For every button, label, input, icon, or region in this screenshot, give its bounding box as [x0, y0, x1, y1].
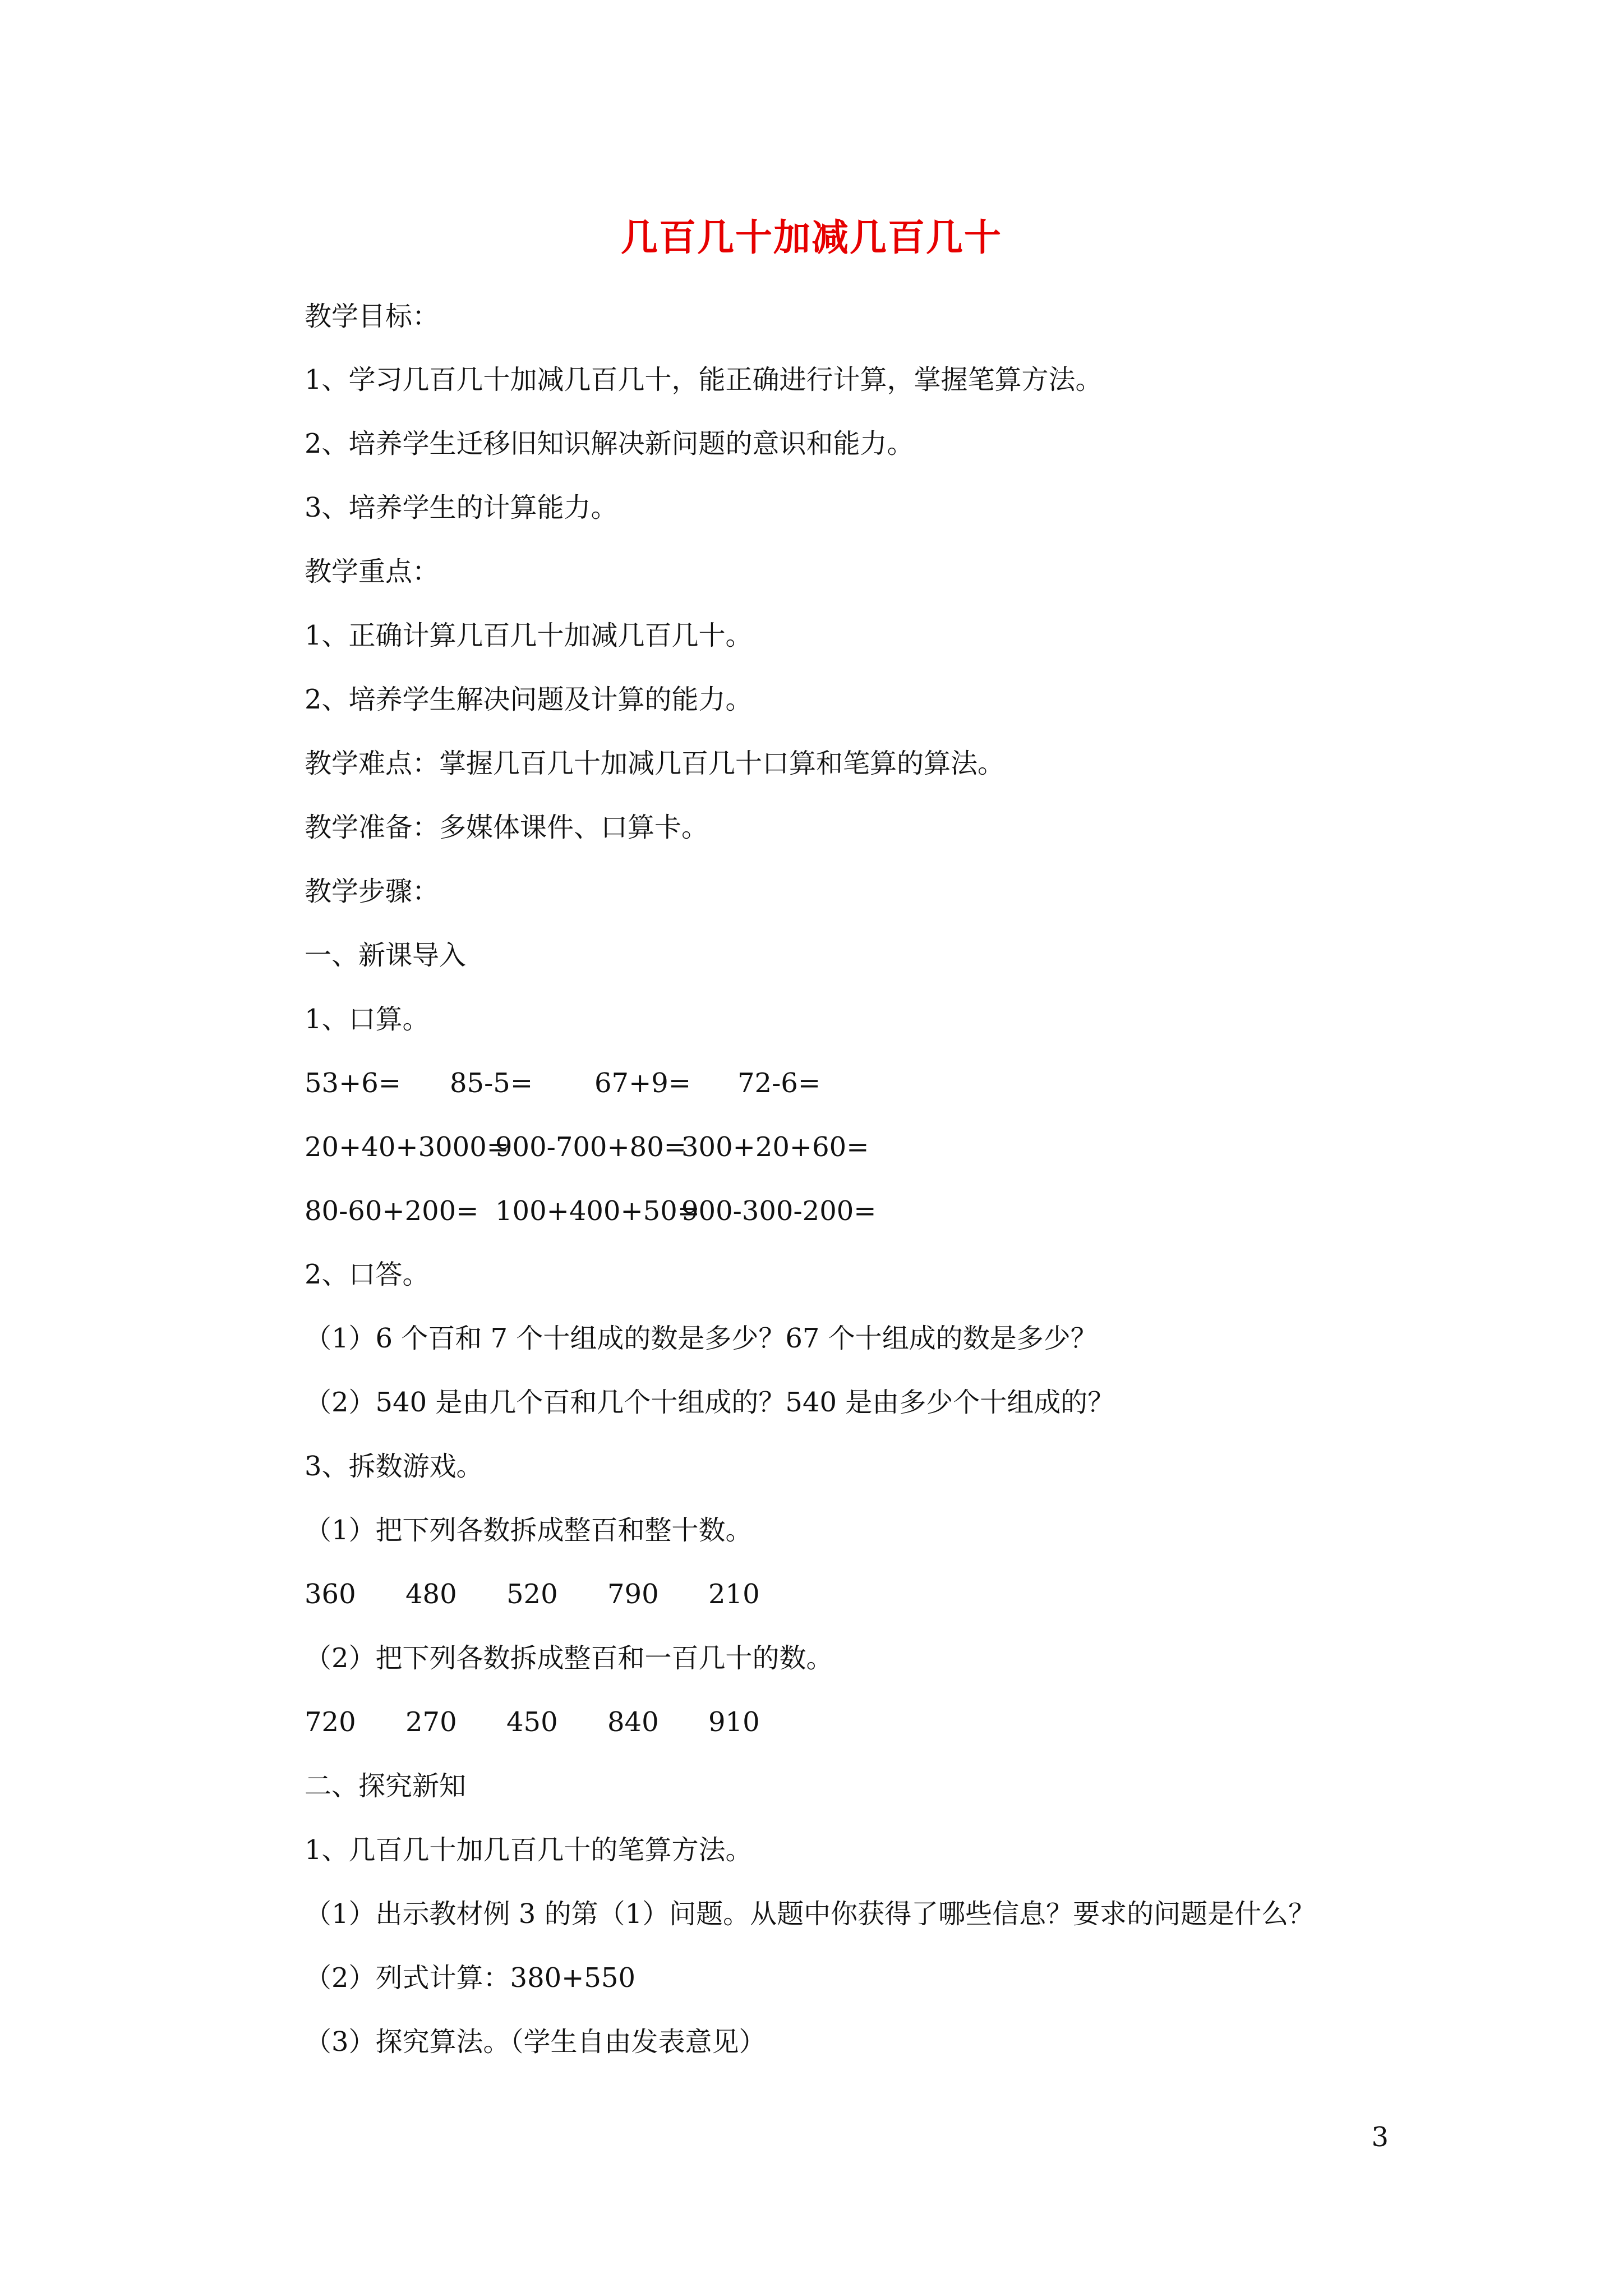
goal-3: 3、培养学生的计算能力。: [305, 492, 618, 523]
calc-expression: 72-6=: [737, 1068, 821, 1099]
difficulty-line: 教学难点：掌握几百几十加减几百几十口算和笔算的算法。: [305, 748, 1005, 779]
page-title: 几百几十加减几百几十: [621, 215, 1002, 259]
preparation-line: 教学准备：多媒体课件、口算卡。: [305, 812, 709, 843]
key-point-1: 1、正确计算几百几十加减几百几十。: [305, 620, 753, 651]
calc-expression: 100+400+50=: [495, 1195, 700, 1227]
calc-expression: 20+40+3000=: [305, 1131, 509, 1163]
calc-expression: 53+6=: [305, 1068, 402, 1099]
calc-expression: 67+9=: [594, 1068, 691, 1099]
number-item: 910: [708, 1706, 760, 1738]
goal-1: 1、学习几百几十加减几百几十，能正确进行计算，掌握笔算方法。: [305, 364, 1103, 395]
method-label: 1、几百几十加几百几十的笔算方法。: [305, 1834, 753, 1866]
question-1: （1）6 个百和 7 个十组成的数是多少？67 个十组成的数是多少？: [305, 1323, 1098, 1354]
number-item: 520: [506, 1579, 558, 1610]
question-2: （2）540 是由几个百和几个十组成的？540 是由多少个十组成的？: [305, 1387, 1115, 1418]
steps-heading: 教学步骤：: [305, 876, 440, 907]
calc-expression: 900-300-200=: [681, 1195, 877, 1227]
split-task-2: （2）把下列各数拆成整百和一百几十的数。: [305, 1642, 833, 1674]
calc-expression: 80-60+200=: [305, 1195, 479, 1227]
number-item: 480: [405, 1579, 457, 1610]
goal-2: 2、培养学生迁移旧知识解决新问题的意识和能力。: [305, 428, 914, 459]
section-heading-2: 二、探究新知: [305, 1770, 467, 1802]
key-point-2: 2、培养学生解决问题及计算的能力。: [305, 684, 753, 715]
step-1: （1）出示教材例 3 的第（1）问题。从题中你获得了哪些信息？要求的问题是什么？: [305, 1898, 1316, 1930]
number-item: 450: [506, 1706, 558, 1738]
calc-expression: 300+20+60=: [681, 1131, 869, 1163]
key-heading: 教学重点：: [305, 556, 440, 587]
step-3: （3）探究算法。（学生自由发表意见）: [305, 2026, 766, 2058]
oral-calc-label: 1、口算。: [305, 1004, 430, 1035]
number-item: 270: [405, 1706, 457, 1738]
number-item: 720: [305, 1706, 356, 1738]
oral-answer-label: 2、口答。: [305, 1259, 430, 1290]
section-heading-1: 一、新课导入: [305, 940, 467, 971]
split-task-1: （1）把下列各数拆成整百和整十数。: [305, 1515, 753, 1546]
split-game-label: 3、拆数游戏。: [305, 1451, 483, 1482]
goals-heading: 教学目标：: [305, 301, 440, 332]
number-item: 210: [708, 1579, 760, 1610]
calc-expression: 900-700+80=: [495, 1131, 686, 1163]
page-number: 3: [1371, 2122, 1389, 2153]
number-item: 360: [305, 1579, 356, 1610]
step-2: （2）列式计算：380+550: [305, 1962, 635, 1994]
number-item: 840: [607, 1706, 659, 1738]
calc-expression: 85-5=: [450, 1068, 533, 1099]
number-item: 790: [607, 1579, 659, 1610]
